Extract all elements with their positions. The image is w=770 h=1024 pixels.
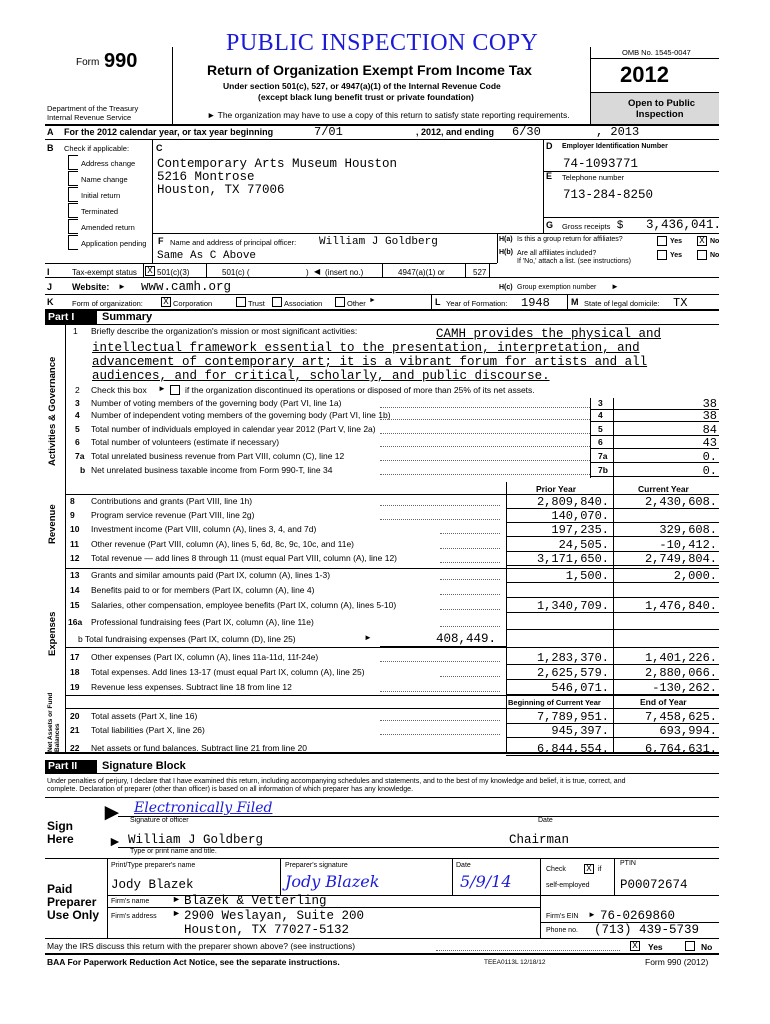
section-l-letter: L	[435, 297, 441, 307]
officer-label: Name and address of principal officer:	[170, 238, 297, 247]
dept-treasury: Department of the Treasury	[47, 104, 139, 113]
line-num: 20	[70, 711, 80, 721]
status-527-label: 527	[473, 268, 487, 277]
ha-yes-label: Yes	[670, 238, 683, 245]
org-name: Contemporary Arts Museum Houston	[157, 157, 398, 171]
checkbox-name-change[interactable]	[68, 171, 78, 186]
line-prior-value: 2,625,579.	[536, 666, 609, 680]
section-g-letter: G	[546, 220, 554, 230]
status-501c3-label: 501(c)(3)	[157, 268, 190, 277]
side-activities: Activities & Governance	[47, 356, 58, 466]
electronically-filed: Electronically Filed	[134, 800, 273, 816]
firm-address-2: Houston, TX 77027-5132	[184, 923, 350, 937]
domicile-label: State of legal domicile:	[584, 299, 660, 308]
firm-name-label: Firm's name	[111, 898, 150, 905]
line-a-letter: A	[47, 127, 54, 137]
officer-address: Same As C Above	[157, 250, 257, 262]
self-employed-label: self-employed	[546, 882, 590, 889]
hc-tag: H(c)	[499, 284, 513, 291]
line-prior-value: 1,340,709.	[536, 599, 609, 613]
line-rule	[506, 597, 719, 598]
line2-num: 2	[75, 385, 80, 395]
line-text: Other expenses (Part IX, column (A), lines 11a-11d, 11f-24e)	[91, 652, 319, 662]
line-num: 16a	[68, 617, 83, 627]
assoc-label: Association	[284, 299, 323, 308]
line-current-value: 2,430,608.	[644, 495, 717, 509]
line-rule	[506, 508, 719, 509]
part2-title: Signature Block	[102, 760, 186, 772]
sign-label-1: Sign	[47, 819, 73, 833]
if-label: if	[598, 866, 602, 873]
gov-line-text: Net unrelated business taxable income from Form 990-T, line 34	[91, 465, 333, 475]
mission-line-2: intellectual framework essential to the presentation, interpretation, and	[92, 341, 640, 355]
section-i-letter: I	[47, 267, 50, 277]
line-leader	[440, 533, 500, 534]
line-rule	[506, 755, 719, 756]
line-leader	[440, 562, 500, 563]
gov-line-rule	[590, 435, 719, 436]
line-rule	[506, 612, 719, 613]
gov-line-text: Total number of individuals employed in calendar year 2012 (Part V, line 2a)	[91, 424, 376, 434]
sign-label-2: Here	[47, 832, 74, 846]
preparer-sig-label: Preparer's signature	[285, 862, 348, 869]
line-num: 19	[70, 682, 80, 692]
line-text: Total revenue — add lines 8 through 11 (must equal Part VIII, column (A), line 12)	[91, 553, 397, 563]
ha-yes-checkbox[interactable]	[657, 236, 667, 246]
hb-tag: H(b)	[499, 249, 513, 256]
line16b-text: b Total fundraising expenses (Part IX, column (D), line 25)	[78, 634, 296, 644]
line-text: Revenue less expenses. Subtract line 18 from line 12	[91, 682, 292, 692]
line-num: 13	[70, 570, 80, 580]
gov-line-rule	[590, 462, 719, 463]
hb-yes-checkbox[interactable]	[657, 250, 667, 260]
preparer-date-label: Date	[456, 862, 471, 869]
discuss-no-checkbox[interactable]	[685, 941, 695, 951]
year-formation-label: Year of Formation:	[446, 299, 508, 308]
line-text: Other revenue (Part VIII, column (A), lines 5, 6d, 8c, 9c, 10c, and 11e)	[91, 539, 354, 549]
paid-label-1: Paid	[47, 882, 73, 896]
website-url[interactable]: www.camh.org	[141, 280, 232, 294]
line-leader	[440, 579, 500, 580]
form-ref: Form 990 (2012)	[645, 957, 709, 967]
line-text: Total expenses. Add lines 13-17 (must equal Part IX, column (A), line 25)	[91, 667, 365, 677]
penalty-line-2: complete. Declaration of preparer (other than officer) is based on all information of which preparer has any knowledge.	[47, 786, 414, 793]
checkbox-amended-return[interactable]	[68, 219, 78, 234]
label-application-pending: Application pending	[81, 239, 147, 248]
tax-year: 2012	[620, 62, 669, 87]
gov-line-text: Number of voting members of the governing body (Part VI, line 1a)	[91, 398, 342, 408]
gov-line-num: 3	[75, 398, 80, 408]
line-num: 9	[70, 510, 75, 520]
side-expenses: Expenses	[47, 611, 58, 656]
line-num: 17	[70, 652, 80, 662]
line2-text-a: Check this box	[91, 385, 147, 395]
line-leader	[380, 734, 500, 735]
section-f-letter: F	[158, 236, 164, 246]
org-city: Houston, TX 77006	[157, 183, 285, 197]
penalty-line-1: Under penalties of perjury, I declare that I have examined this return, including accompanying schedules and statements, and to the best of my knowledge and belief, it is true, correct, and	[47, 778, 626, 785]
subtitle-2: (except black lung benefit trust or private foundation)	[258, 92, 474, 102]
firm-phone: (713) 439-5739	[594, 923, 700, 937]
line-num: 10	[70, 524, 80, 534]
form-code: TEEA0113L 12/18/12	[484, 959, 546, 966]
gov-line-leader	[380, 419, 590, 420]
ptin-value: P00072674	[620, 878, 688, 892]
line-prior-value: 1,500.	[565, 569, 609, 583]
section-m-letter: M	[571, 297, 579, 307]
gov-line-leader	[380, 407, 590, 408]
officer-print-name: William J Goldberg	[128, 833, 264, 847]
watermark-title: PUBLIC INSPECTION COPY	[226, 30, 539, 56]
col-end-year: End of Year	[640, 697, 687, 707]
section-e-letter: E	[546, 171, 553, 181]
line16b-arrow: ►	[364, 633, 372, 642]
col-prior-year: Prior Year	[536, 484, 577, 494]
gov-line-leader	[380, 446, 590, 447]
line-text: Total liabilities (Part X, line 26)	[91, 725, 205, 735]
line-text: Grants and similar amounts paid (Part IX, column (A), lines 1-3)	[91, 570, 331, 580]
line-text: Professional fundraising fees (Part IX, column (A), line 11e)	[91, 617, 314, 627]
gov-line-value: 84	[702, 423, 717, 437]
line-text: Net assets or fund balances. Subtract line 21 from line 20	[91, 743, 307, 753]
line-rule	[506, 565, 719, 566]
ptin-label: PTIN	[620, 860, 636, 867]
phone-no-label: Phone no.	[546, 927, 578, 934]
hc-arrow: ►	[611, 282, 619, 291]
label-name-change: Name change	[81, 175, 128, 184]
corp-label: Corporation	[173, 299, 213, 308]
gov-line-value: 38	[702, 409, 717, 423]
print-name-label: Print/Type preparer's name	[111, 862, 196, 869]
dept-irs: Internal Revenue Service	[47, 113, 132, 122]
dollar-sign: $	[617, 219, 624, 231]
discuss-yes-label: Yes	[648, 942, 663, 952]
section-c-letter: C	[156, 143, 163, 153]
arrow-note	[207, 110, 570, 120]
gross-receipts-value: 3,436,041.	[646, 218, 722, 232]
line-leader	[440, 594, 500, 595]
gov-line-box: 6	[598, 437, 603, 447]
line-prior-value: 2,809,840.	[536, 495, 609, 509]
form-org-label: Form of organization:	[72, 299, 143, 308]
line-num: 21	[70, 725, 80, 735]
side-net-assets: Net Assets or Fund Balances	[47, 692, 61, 752]
name-title-label: Type or print name and title.	[130, 848, 217, 855]
subtitle-1: Under section 501(c), 527, or 4947(a)(1) of the Internal Revenue Code	[223, 81, 501, 91]
line-leader	[380, 519, 500, 520]
tax-year-begin: 7/01	[314, 125, 343, 139]
baa-notice: BAA For Paperwork Reduction Act Notice, see the separate instructions.	[47, 957, 340, 967]
form-title: Return of Organization Exempt From Income Tax	[207, 62, 532, 78]
omb-number: OMB No. 1545-0047	[622, 48, 691, 57]
year-formation: 1948	[521, 296, 550, 310]
ha-no-checkbox[interactable]: X	[697, 236, 707, 246]
gov-line-box: 3	[598, 398, 603, 408]
line-num: 15	[70, 600, 80, 610]
part1-tag: Part I	[45, 311, 97, 324]
status-501c-close: )	[306, 268, 309, 277]
line1-num: 1	[73, 326, 78, 336]
hb-text: Are all affiliates included?	[517, 250, 597, 257]
line-num: 8	[70, 496, 75, 506]
line-prior-value: 197,235.	[551, 523, 609, 537]
ein-label: Employer Identification Number	[562, 143, 668, 150]
line-prior-value: 546,071.	[551, 681, 609, 695]
ein-value: 74-1093771	[563, 157, 639, 171]
line-prior-value: 24,505.	[558, 538, 609, 552]
label-initial-return: Initial return	[81, 191, 121, 200]
line-prior-value: 7,789,951.	[536, 710, 609, 724]
gov-box-left	[590, 398, 591, 478]
line-text: Salaries, other compensation, employee benefits (Part IX, column (A), lines 5-10)	[91, 600, 397, 610]
gov-line-num: b	[80, 465, 86, 475]
arrow-note-text: The organization may have to use a copy of this return to satisfy state reporting requirements.	[217, 110, 570, 120]
line-rule	[506, 679, 719, 680]
line-text: Contributions and grants (Part VIII, line 1h)	[91, 496, 253, 506]
line-rule	[506, 737, 719, 738]
gov-line-box: 7a	[598, 451, 608, 461]
line-text: Total assets (Part X, line 16)	[91, 711, 198, 721]
website-label: Website:	[72, 282, 110, 292]
checkbox-terminated[interactable]	[68, 203, 78, 218]
line2-checkbox[interactable]	[170, 385, 180, 395]
gov-line-box: 5	[598, 424, 603, 434]
line-current-value: 2,749,804.	[644, 552, 717, 566]
line2-text-b: if the organization discontinued its operations or disposed of more than 25% of its net assets.	[185, 385, 535, 395]
firm-name-arrow: ►	[172, 894, 181, 904]
ha-tag: H(a)	[499, 236, 513, 243]
line-leader	[380, 661, 500, 662]
domicile-state: TX	[673, 296, 688, 310]
firm-address-label: Firm's address	[111, 913, 157, 920]
sig-officer-label: Signature of officer	[130, 817, 189, 824]
line-leader	[380, 691, 500, 692]
gov-line-num: 4	[75, 410, 80, 420]
gov-line-leader	[380, 474, 590, 475]
arrow-icon: ►	[207, 110, 218, 120]
gov-line-rule	[590, 409, 719, 410]
line1-text: Briefly describe the organization's mission or most significant activities:	[91, 326, 358, 336]
line-current-value: 7,458,625.	[644, 710, 717, 724]
line-current-value: -10,412.	[659, 538, 717, 552]
line-prior-value: 6,844,554.	[536, 742, 609, 756]
line-num: 11	[70, 539, 79, 549]
line-current-value: 329,608.	[659, 523, 717, 537]
gov-line-num: 5	[75, 424, 80, 434]
line-current-value: 6,764,631.	[644, 742, 717, 756]
gov-line-box: 7b	[598, 465, 608, 475]
status-501c3-checkbox[interactable]: X	[145, 266, 155, 276]
line-text: Benefits paid to or for members (Part IX, column (A), line 4)	[91, 585, 315, 595]
other-arrow: ►	[369, 297, 376, 304]
gov-line-num: 6	[75, 437, 80, 447]
part2-tag: Part II	[45, 760, 97, 773]
firm-ein: 76-0269860	[600, 909, 676, 923]
line-leader	[440, 609, 500, 610]
phone-value: 713-284-8250	[563, 188, 654, 202]
other-checkbox[interactable]	[335, 297, 345, 307]
line-current-value: 2,000.	[673, 569, 717, 583]
line-rule	[506, 536, 719, 537]
ha-text: Is this a group return for affiliates?	[517, 236, 623, 243]
discuss-no-label: No	[701, 942, 713, 952]
line-text: Investment income (Part VIII, column (A), lines 3, 4, and 7d)	[91, 524, 317, 534]
other-label: Other	[347, 299, 366, 308]
gov-line-rule	[590, 421, 719, 422]
section-d-letter: D	[546, 141, 553, 151]
firm-name: Blazek & Vetterling	[184, 894, 327, 908]
preparer-date: 5/9/14	[460, 872, 512, 891]
line-a-mid: , 2012, and ending	[416, 127, 495, 137]
label-amended-return: Amended return	[81, 223, 135, 232]
gov-line-leader	[380, 433, 590, 434]
side-revenue: Revenue	[47, 504, 58, 544]
part1-title: Summary	[102, 311, 153, 323]
sign-arrow-1: ►	[100, 799, 124, 826]
ha-no-label: No	[710, 238, 720, 245]
status-501c-label: 501(c) (	[222, 268, 250, 277]
gov-line-box: 4	[598, 410, 603, 420]
line-current-value: -130,262.	[652, 681, 717, 695]
line-num: 12	[70, 553, 80, 563]
gov-line-leader	[380, 460, 590, 461]
line-rule	[506, 629, 719, 630]
check-label: Check	[546, 866, 566, 873]
officer-print-title: Chairman	[509, 833, 570, 847]
firm-ein-label: Firm's EIN	[546, 913, 579, 920]
insert-no-arrow: ◀	[314, 267, 321, 276]
preparer-signature: Jody Blazek	[285, 872, 380, 891]
line-current-value: 2,880,066.	[644, 666, 717, 680]
line-leader	[380, 505, 500, 506]
preparer-name: Jody Blazek	[111, 878, 194, 892]
line-current-value: 1,401,226.	[644, 651, 717, 665]
line16b-value: 408,449.	[436, 632, 497, 646]
line2-arrow: ►	[158, 384, 166, 393]
line-num: 14	[70, 585, 80, 595]
mission-line-3: advancement of contemporary art; it is a vibrant forum for artists and all	[92, 355, 648, 369]
gov-line-text: Total number of volunteers (estimate if necessary)	[91, 437, 280, 447]
firm-address-1: 2900 Weslayan, Suite 200	[184, 909, 365, 923]
gov-line-value: 38	[702, 397, 717, 411]
website-arrow: ►	[118, 282, 126, 291]
hb-note: If 'No,' attach a list. (see instructions)	[517, 258, 631, 265]
gov-line-text: Number of independent voting members of the governing body (Part VI, line 1b)	[91, 410, 391, 420]
section-b-letter: B	[47, 143, 54, 153]
firm-ein-arrow: ►	[588, 910, 596, 919]
label-terminated: Terminated	[81, 207, 119, 216]
gov-line-value: 43	[702, 436, 717, 450]
tax-year-end: 6/30	[512, 125, 541, 139]
paid-label-3: Use Only	[47, 908, 100, 922]
insert-no-label: (insert no.)	[325, 268, 364, 277]
form-word: Form	[76, 57, 100, 68]
sig-date-label: Date	[538, 817, 553, 824]
gov-line-value: 0.	[702, 450, 717, 464]
trust-checkbox[interactable]	[236, 297, 246, 307]
gross-receipts-label: Gross receipts	[562, 222, 611, 231]
line-prior-value: 3,171,650.	[536, 552, 609, 566]
checkbox-application-pending[interactable]	[68, 235, 78, 250]
line-current-value: 1,476,840.	[644, 599, 717, 613]
hc-text: Group exemption number	[517, 284, 597, 291]
check-if-applicable: Check if applicable:	[64, 144, 130, 153]
status-4947-label: 4947(a)(1) or	[398, 268, 445, 277]
col-current-year: Current Year	[638, 484, 689, 494]
checkbox-initial-return[interactable]	[68, 187, 78, 202]
line-num: 22	[70, 743, 80, 753]
discuss-yes-checkbox[interactable]: X	[630, 941, 640, 951]
line-leader	[380, 720, 500, 721]
hb-yes-label: Yes	[670, 252, 683, 259]
gov-line-rule	[590, 476, 719, 477]
hb-no-checkbox[interactable]	[697, 250, 707, 260]
line-current-value: 693,994.	[659, 724, 717, 738]
open-public-1: Open to Public	[628, 98, 696, 109]
label-address-change: Address change	[81, 159, 136, 168]
form-number: 990	[104, 50, 138, 72]
self-employed-checkbox[interactable]: X	[584, 864, 594, 874]
gov-line-num: 7a	[75, 451, 85, 461]
tax-exempt-label: Tax-exempt status	[72, 268, 137, 277]
assoc-checkbox[interactable]	[272, 297, 282, 307]
line-rule	[506, 582, 719, 583]
mission-line-1: CAMH provides the physical and	[436, 327, 662, 341]
org-street: 5216 Montrose	[157, 170, 255, 184]
line-prior-value: 1,283,370.	[536, 651, 609, 665]
discuss-question: May the IRS discuss this return with the preparer shown above? (see instructions)	[47, 941, 356, 951]
line-text: Program service revenue (Part VIII, line 2g)	[91, 510, 255, 520]
section-k-letter: K	[47, 297, 54, 307]
open-public-2: Inspection	[636, 109, 684, 120]
line-leader	[440, 548, 500, 549]
line-prior-value: 945,397.	[551, 724, 609, 738]
line-rule	[506, 664, 719, 665]
hb-no-label: No	[710, 252, 720, 259]
mission-line-4: audiences, and for critical, scholarly, and public discourse.	[92, 369, 550, 383]
line-a-text: For the 2012 calendar year, or tax year beginning	[64, 127, 274, 137]
officer-name: William J Goldberg	[319, 236, 438, 248]
paid-label-2: Preparer	[47, 895, 97, 909]
firm-address-arrow: ►	[172, 908, 181, 918]
col-begin-year: Beginning of Current Year	[508, 698, 601, 707]
line-leader	[440, 676, 500, 677]
gov-line-text: Total unrelated business revenue from Part VIII, column (C), line 12	[91, 451, 345, 461]
gov-line-rule	[590, 448, 719, 449]
trust-label: Trust	[248, 299, 265, 308]
line-prior-value: 140,070.	[551, 509, 609, 523]
sign-arrow-2: ►	[108, 833, 122, 849]
line-num: 18	[70, 667, 80, 677]
line-leader	[440, 626, 500, 627]
section-j-letter: J	[47, 282, 53, 292]
checkbox-address-change[interactable]	[68, 155, 78, 170]
tax-year-end-year: , 2013	[596, 125, 640, 139]
gov-line-value: 0.	[702, 464, 717, 478]
corp-checkbox[interactable]: X	[161, 297, 171, 307]
phone-label: Telephone number	[562, 173, 625, 182]
